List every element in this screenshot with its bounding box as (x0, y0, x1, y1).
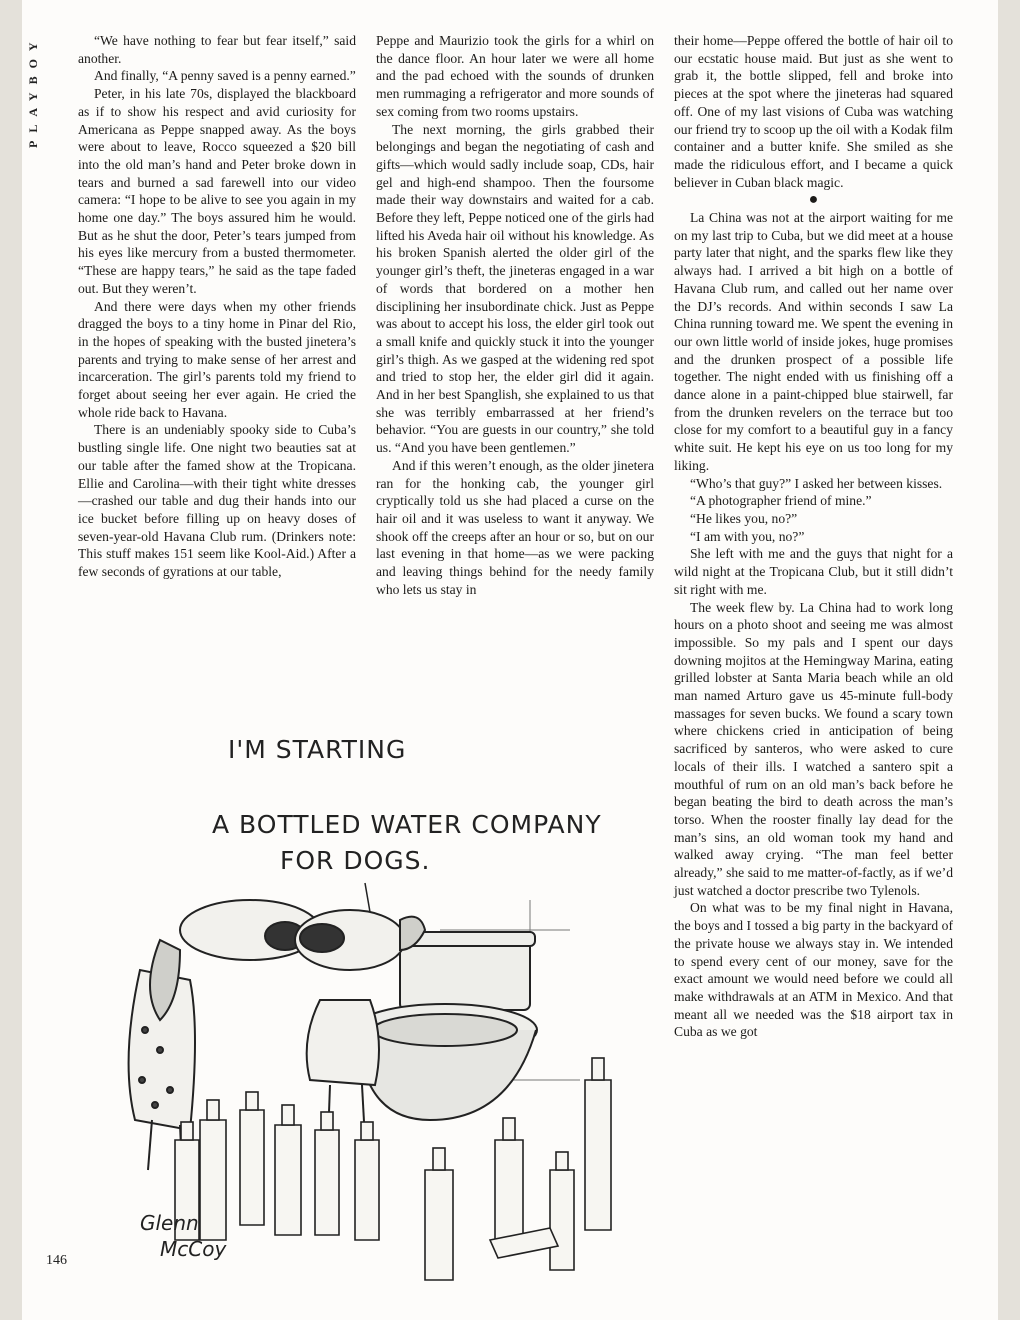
paragraph: She left with me and the guys that night for a wild night at the Tropicana Club, but it still didn’t sit right with me. (674, 546, 953, 597)
paragraph: “We have nothing to fear but fear itself,” said another. (78, 33, 356, 66)
paragraph: On what was to be my final night in Havana, the boys and I tossed a big party in the backyard of the private house we always stay in. We intended to spend every cent of our money, save for the exact amount we would need before we could all make withdrawals at an ATM in Mexico. And that meant all we needed was the $18 airport tax in Cuba as we got (674, 900, 953, 1040)
page-number: 146 (46, 1253, 67, 1268)
paragraph: The week flew by. La China had to work long hours on a photo shoot and seeing me was almost impossible. So my pals and I spent our days downing mojitos at the Hemingway Marina, eating grilled lobster at Santa Maria beach while an old man named Arturo gave us 45-minute full-body massages for seven bucks. We found a scary town where chickens cried in anticipation of being sacrificed by santeros, who were asked to cure locals of their ills. I watched a santero spit a mouthful of rum on an old man’s back before he began beating the bird to death across the man’s torso. When the rooster finally lay dead for the man’s sins, an old woman took my hand and walked away crying. “The man feel better already,” she said to me matter-of-factly, as if we’d just watched a doctor prescribe two Tylenols. (674, 599, 953, 898)
paragraph: Peppe and Maurizio took the girls for a whirl on the dance floor. An hour later we were all home and the pad echoed with the sounds of drunken men rummaging a refrigerator and more sounds of sex coming from two rooms upstairs. (376, 33, 654, 119)
paragraph: their home—Peppe offered the bottle of hair oil to our ecstatic house maid. But just as she went to grab it, the bottle slipped, fell and broke into pieces at the spot where the jineteras had squared off. One of my last visions of Cuba was watching our friend try to scoop up the oil with a Kodak film container and a butter knife. She smiled as she made the ridiculous effort, and I became a quick believer in Cuban black magic. (674, 33, 953, 190)
svg-text:Glenn: Glenn (140, 1211, 199, 1235)
text-column-3-part-a (674, 32, 953, 191)
caption-line-2: A BOTTLED WATER COMPANY (212, 810, 602, 839)
text-column-3-part-b (674, 209, 953, 1041)
page-edge-left (0, 0, 22, 1320)
text-column-1 (78, 32, 356, 581)
caption-line-3: FOR DOGS. (280, 846, 431, 875)
paragraph: The next morning, the girls grabbed their belongings and began the negotiating of cash and gifts—which would sadly include soap, CDs, hair gel and high-end shampoo. Then the foursome made their way downstairs and waited for a cab. Before they left, Peppe noticed one of the girls had lifted his Aveda hair oil without his knowledge. As his broken Spanish alerted the older girl of the younger girl’s theft, the jineteras engaged in a war of words that bordered on a mother hen disciplining her insubordinate chick. Just as Peppe was about to accept his loss, the elder girl took out a small knife and quickly stuck it into the younger girl’s thigh. As we gasped at the widening red spot and tried to stop her, the elder girl did it again. And in her best Spanglish, she explained to us that she was terribly embarrassed at her friend’s behavior. “You are guests in our country,” she told us. “And you have been gentlemen.” (376, 121, 654, 456)
text-column-3 (674, 32, 953, 1041)
page-edge-right (998, 0, 1020, 1320)
paragraph: “Who’s that guy?” I asked her between kisses. (690, 475, 943, 491)
paragraph: And there were days when my other friends dragged the boys to a tiny home in Pinar del Rio, in the hopes of speaking with the busted jinetera’s parents and trying to make sense of her arrest and incarceration. The girl’s parents told my friend to forget about seeing her ever again. He cried the whole ride back to Havana. (78, 298, 356, 420)
section-separator: ● (808, 191, 819, 209)
svg-text:McCoy: McCoy (160, 1237, 227, 1261)
paragraph: And finally, “A penny saved is a penny earned.” (94, 68, 356, 84)
paragraph: “He likes you, no?” (690, 510, 798, 526)
paragraph: And if this weren’t enough, as the older jinetera ran for the honking cab, the younger girl cryptically told us she had placed a curse on the hair oil and it was useless to want it anyway. We shook off the creeps after an hour or so, but on our last evening in that home—as we were packing and leaving things behind for the needy family who lets us stay in (376, 457, 654, 597)
caption-line-1: I'M STARTING (228, 735, 407, 764)
cartoon-illustration (100, 700, 660, 1300)
paragraph: There is an undeniably spooky side to Cuba’s bustling single life. One night two beauties sat at our table after the famed show at the Tropicana. Ellie and Carolina—with their tight white dresses—crashed our table and dug their hands into our ice bucket before filling up on heavy doses of seven-year-old Havana Club rum. (Drinkers note: This stuff makes 151 seem like Kool-Aid.) After a few seconds of gyrations at our table, (78, 422, 356, 580)
paragraph: La China was not at the airport waiting for me on my last trip to Cuba, but we did meet at a house party later that night, and the sparks flew like they always had. I arrived a bit high on a bottle of Havana Club rum, and called out her name over the DJ’s records. And within seconds I saw La China running toward me. We spent the evening in our own little world of inside jokes, huge promises and the drunken prospect of a possible life together. The night ended with us finishing off a dance alone in a paint-chipped blue stairwell, far from the drunken revelers on the terrace but too close for my comfort to a beautiful guy in a fancy white suit. He kept his eye on us too long for my liking. (674, 210, 953, 473)
text-column-2 (376, 32, 654, 599)
paragraph: “I am with you, no?” (690, 528, 805, 544)
paragraph: Peter, in his late 70s, displayed the blackboard as if to show his respect and avid curiosity for Americana as Peppe snapped away. As the boys were about to leave, Rocco squeezed a $20 bill into the old man’s hand and Peter broke down in tears and burned a sad farewell into our video camera: “I hope to be alive to see you again in my home one day.” The boys assured him he would. But as he shut the door, Peter’s tears jumped from his eyes like mercury from a busted thermometer. “These are happy tears,” he said as the tape faded out. But they weren’t. (78, 86, 356, 296)
running-head: PLAYBOY (26, 34, 40, 148)
cartoon-caption (212, 735, 602, 875)
paragraph: “A photographer friend of mine.” (690, 493, 872, 509)
